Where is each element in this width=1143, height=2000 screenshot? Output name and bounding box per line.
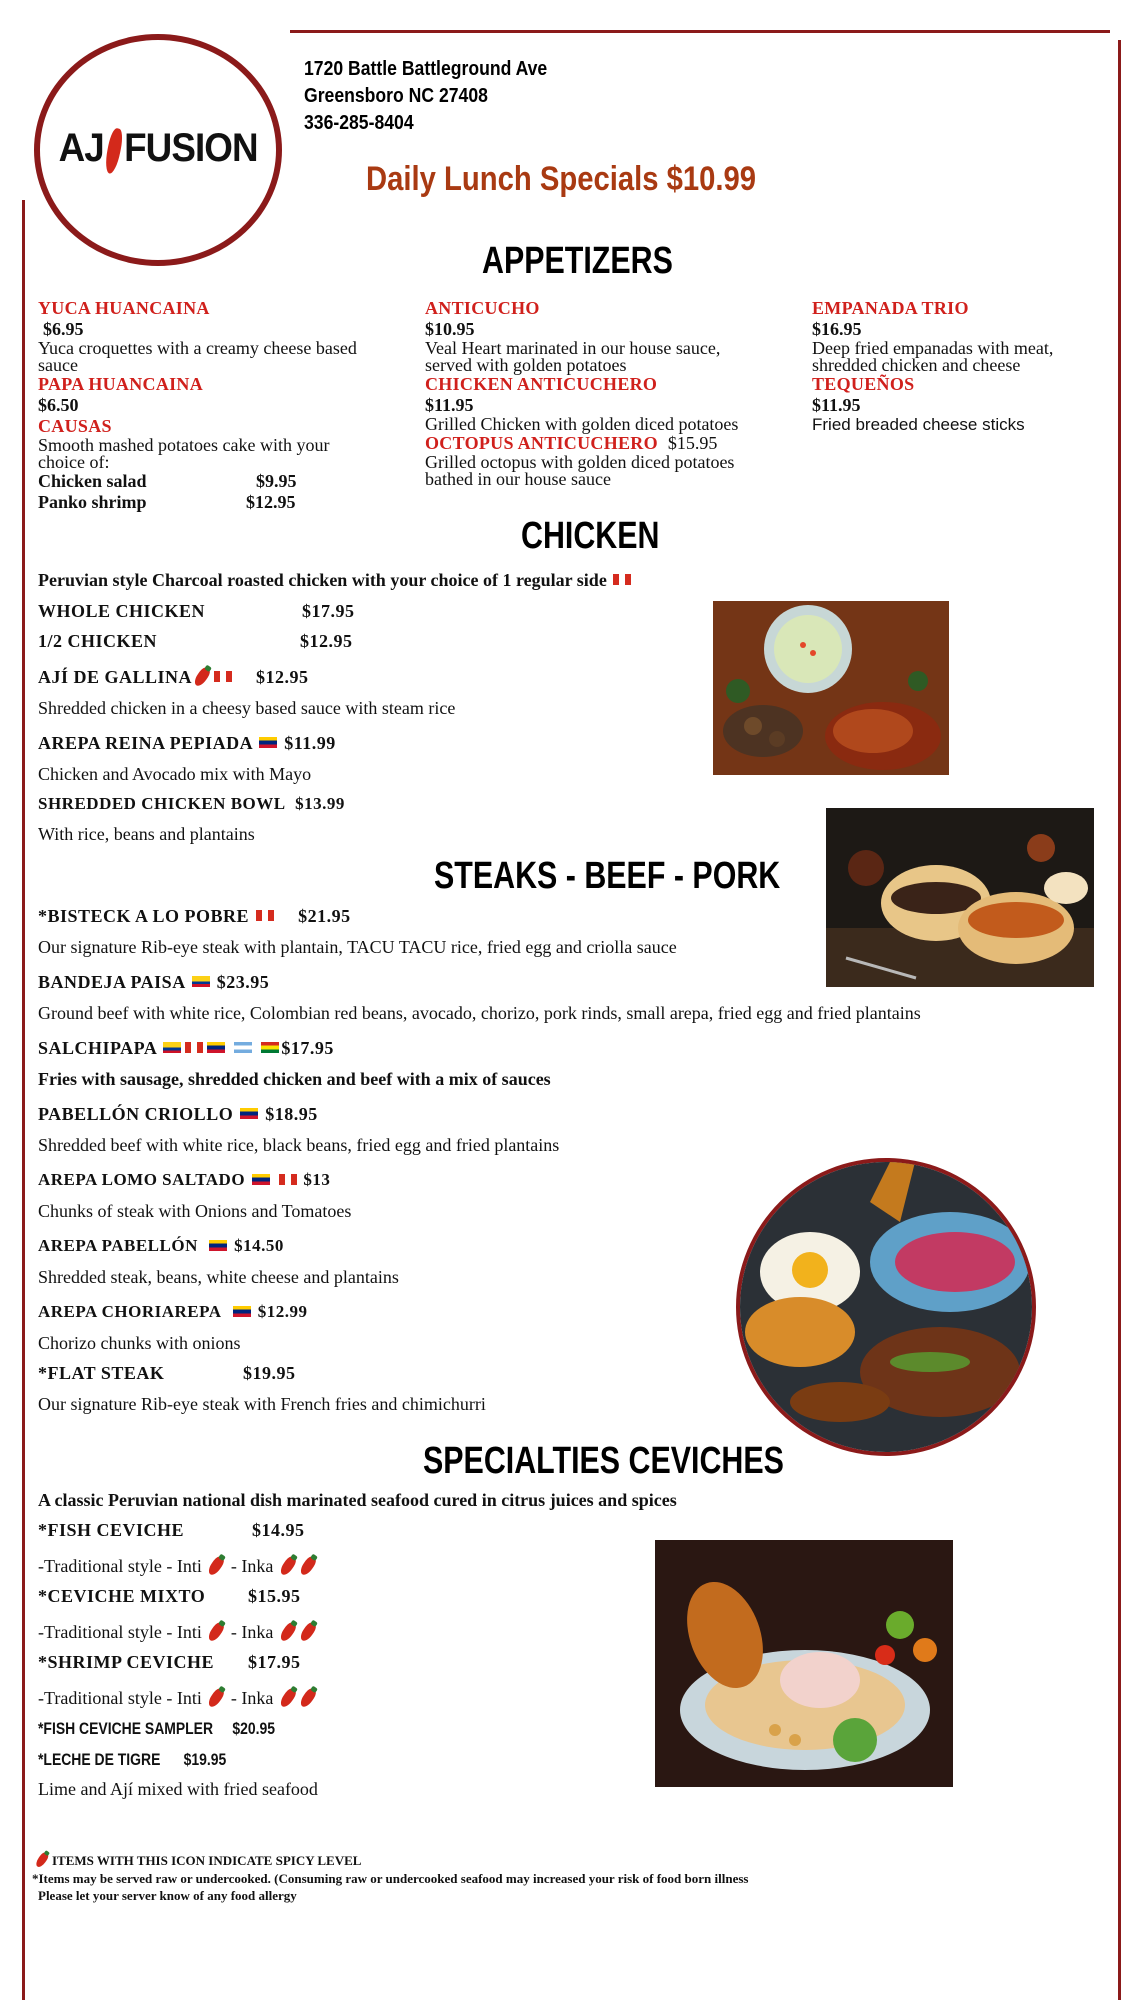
item-price: $21.95 (298, 906, 351, 926)
item-price: $23.95 (216, 972, 270, 992)
chili-pepper-icon (34, 1851, 50, 1869)
steak-platter-photo (736, 1158, 1036, 1456)
peru-flag-icon (185, 1042, 203, 1053)
menu-item-shrimp-ceviche (38, 1652, 301, 1673)
item-name: BANDEJA PAISA (38, 972, 185, 992)
item-name: ANTICUCHO (425, 298, 540, 318)
style-label: -Traditional style - Inti (38, 1556, 202, 1576)
option-price: $9.95 (256, 471, 297, 491)
item-name: WHOLE CHICKEN (38, 601, 206, 621)
chili-pepper-icon (298, 1621, 318, 1643)
peru-flag-icon (214, 671, 232, 682)
item-description: Shredded steak, beans, white cheese and plantains (38, 1267, 399, 1287)
item-description: Fries with sausage, shredded chicken and beef with a mix of sauces (38, 1069, 551, 1089)
item-name: SHREDDED CHICKEN BOWL (38, 794, 286, 813)
chili-pepper-icon (206, 1555, 226, 1577)
spicy-legend (32, 1852, 361, 1872)
chili-pepper-icon (192, 666, 212, 688)
ceviches-heading: SPECIALTIES CEVICHES (423, 1440, 784, 1482)
option-price: $12.95 (246, 492, 296, 512)
logo-pepper-icon (103, 127, 124, 175)
menu-item-aji-de-gallina (38, 667, 309, 689)
item-name: TEQUEÑOS (812, 374, 915, 394)
item-name: CHICKEN ANTICUCHERO (425, 374, 658, 394)
item-price: $15.95 (667, 433, 718, 453)
venezuela-flag-icon (252, 1174, 270, 1185)
item-name: PABELLÓN CRIOLLO (38, 1104, 234, 1124)
item-name: *BISTECK A LO POBRE (38, 906, 250, 926)
frame-right-border (1118, 40, 1121, 2000)
item-description: Chicken and Avocado mix with Mayo (38, 764, 312, 784)
menu-item-arepa-pabellon (38, 1236, 284, 1256)
chicken-intro (38, 570, 633, 591)
ceviche-photo (655, 1540, 953, 1787)
peru-flag-icon (279, 1174, 297, 1185)
menu-item-shredded-chicken-bowl (38, 794, 345, 814)
item-name: *FISH CEVICHE (38, 1520, 185, 1540)
item-price: $13 (303, 1170, 331, 1189)
chili-pepper-icon (206, 1621, 226, 1643)
restaurant-logo (34, 34, 282, 266)
menu-item-whole-chicken (38, 601, 355, 622)
phone-number: 336-285-8404 (304, 112, 414, 134)
lunch-special-banner: Daily Lunch Specials $10.99 (366, 160, 757, 198)
venezuela-flag-icon (207, 1042, 225, 1053)
item-description: Our signature Rib-eye steak with plantain, TACU TACU rice, fried egg and criolla sauce (38, 937, 677, 957)
chili-pepper-icon (278, 1687, 298, 1709)
item-name: YUCA HUANCAINA (38, 298, 210, 318)
menu-item-fish-ceviche (38, 1520, 305, 1541)
item-description: Ground beef with white rice, Colombian red beans, avocado, chorizo, pork rinds, small arepa, fried egg and fried plantains (38, 1003, 921, 1023)
item-description: With rice, beans and plantains (38, 824, 255, 844)
frame-top-border (290, 30, 1110, 33)
appetizers-column-2 (425, 298, 765, 488)
address-line-2: Greensboro NC 27408 (304, 85, 488, 107)
style-label: -Traditional style - Inti (38, 1688, 202, 1708)
option-name: Chicken salad (38, 471, 147, 491)
colombia-flag-icon (192, 976, 210, 987)
item-description: Yuca croquettes with a creamy cheese based sauce (38, 338, 357, 375)
item-price: $12.99 (257, 1302, 308, 1321)
spice-level-row (38, 1556, 318, 1578)
appetizers-heading: APPETIZERS (482, 240, 673, 282)
item-description: Our signature Rib-eye steak with French fries and chimichurri (38, 1394, 486, 1414)
item-name: *SHRIMP CEVICHE (38, 1652, 215, 1672)
venezuela-flag-icon (209, 1240, 227, 1251)
colombia-flag-icon (163, 1042, 181, 1053)
item-description: Chunks of steak with Onions and Tomatoes (38, 1201, 352, 1221)
item-name: AREPA REINA PEPIADA (38, 733, 253, 753)
item-description: Fried breaded cheese sticks (812, 415, 1025, 434)
item-price: $15.95 (248, 1586, 301, 1606)
venezuela-flag-icon (233, 1306, 251, 1317)
menu-item-half-chicken (38, 631, 353, 652)
steaks-heading: STEAKS - BEEF - PORK (434, 855, 781, 897)
item-description: Deep fried empanadas with meat, shredded chicken and cheese (812, 338, 1054, 375)
bolivia-flag-icon (261, 1042, 279, 1053)
menu-item-fish-ceviche-sampler: *FISH CEVICHE SAMPLER $20.95 (38, 1719, 276, 1738)
chili-pepper-icon (278, 1555, 298, 1577)
spice-level-row (38, 1688, 318, 1710)
address-line-1: 1720 Battle Battleground Ave (304, 58, 548, 80)
item-price: $13.99 (295, 794, 345, 813)
style-label: - Inka (230, 1556, 274, 1576)
item-name: 1/2 CHICKEN (38, 631, 158, 651)
venezuela-flag-icon (259, 737, 277, 748)
item-name: AREPA PABELLÓN (38, 1236, 198, 1255)
item-price: $6.50 (38, 395, 79, 415)
menu-item-flat-steak (38, 1363, 296, 1384)
menu-item-arepa-lomo-saltado (38, 1170, 330, 1190)
item-price: $10.95 (425, 319, 475, 339)
chicken-dish-photo (713, 601, 949, 775)
ceviches-intro: A classic Peruvian national dish marinated seafood cured in citrus juices and spices (38, 1490, 677, 1510)
item-name: AREPA CHORIAREPA (38, 1302, 222, 1321)
venezuela-flag-icon (240, 1108, 258, 1119)
style-label: -Traditional style - Inti (38, 1622, 202, 1642)
item-name: *CEVICHE MIXTO (38, 1586, 206, 1606)
item-price: $6.95 (43, 319, 84, 339)
option-name: Panko shrimp (38, 492, 147, 512)
item-price: $17.95 (281, 1038, 334, 1058)
allergy-note: Please let your server know of any food allergy (38, 1888, 297, 1903)
item-price: $19.95 (243, 1363, 296, 1383)
item-price: $11.95 (425, 395, 474, 415)
item-price: $11.95 (812, 395, 861, 415)
item-description: Grilled octopus with golden diced potatoes bathed in our house sauce (425, 452, 735, 489)
raw-food-warning: *Items may be served raw or undercooked. (Consuming raw or undercooked seafood may increased your risk of food born illness (32, 1871, 749, 1886)
item-description: Smooth mashed potatoes cake with your choice of: (38, 435, 330, 472)
item-description: Shredded beef with white rice, black beans, fried egg and fried plantains (38, 1135, 560, 1155)
peru-flag-icon (613, 574, 631, 585)
item-price: $14.95 (252, 1520, 305, 1540)
item-description: Grilled Chicken with golden diced potatoes (425, 414, 739, 434)
item-name: CAUSAS (38, 416, 112, 436)
peru-flag-icon (256, 910, 274, 921)
item-name: SALCHIPAPA (38, 1038, 157, 1058)
item-name: EMPANADA TRIO (812, 298, 969, 318)
spice-level-row (38, 1622, 318, 1644)
item-price: $12.95 (256, 667, 309, 687)
item-name: PAPA HUANCAINA (38, 374, 204, 394)
menu-item-bisteck (38, 906, 351, 927)
menu-item-arepa-reina-pepiada (38, 733, 336, 754)
option-row (38, 471, 373, 492)
item-description: Shredded chicken in a cheesy based sauce with steam rice (38, 698, 456, 718)
menu-item-salchipapa (38, 1038, 334, 1059)
chicken-intro-text: Peruvian style Charcoal roasted chicken with your choice of 1 regular side (38, 570, 607, 590)
logo-text-right: FUSION (123, 126, 258, 171)
chili-pepper-icon (298, 1687, 318, 1709)
item-name: OCTOPUS ANTICUCHERO (425, 433, 658, 453)
item-name: AJÍ DE GALLINA (38, 667, 193, 687)
item-price: $11.99 (284, 733, 336, 753)
item-description: Veal Heart marinated in our house sauce, served with golden potatoes (425, 338, 721, 375)
item-price: $17.95 (248, 1652, 301, 1672)
item-row (425, 433, 765, 454)
logo-text (59, 126, 258, 173)
option-row (38, 492, 373, 513)
argentina-flag-icon (234, 1042, 252, 1053)
item-price: $12.95 (300, 631, 353, 651)
item-price: $14.50 (234, 1236, 284, 1255)
chili-pepper-icon (206, 1687, 226, 1709)
item-description: Lime and Ají mixed with fried seafood (38, 1779, 318, 1799)
chili-pepper-icon (278, 1621, 298, 1643)
chili-pepper-icon (298, 1555, 318, 1577)
item-price: $18.95 (265, 1104, 318, 1124)
frame-left-border (22, 200, 25, 2000)
item-name: *FLAT STEAK (38, 1363, 165, 1383)
style-label: - Inka (230, 1688, 274, 1708)
item-price: $17.95 (302, 601, 355, 621)
appetizers-column-1 (38, 298, 373, 513)
arepas-photo (826, 808, 1094, 987)
appetizers-column-3 (812, 298, 1112, 433)
style-label: - Inka (230, 1622, 274, 1642)
menu-item-pabellon-criollo (38, 1104, 318, 1125)
item-description: Chorizo chunks with onions (38, 1333, 241, 1353)
menu-item-leche-de-tigre: *LECHE DE TIGRE $19.95 (38, 1750, 227, 1769)
menu-item-arepa-choriarepa (38, 1302, 308, 1322)
item-price: $16.95 (812, 319, 862, 339)
logo-text-left: AJ (58, 126, 104, 171)
menu-item-bandeja-paisa (38, 972, 269, 993)
spicy-note-text: ITEMS WITH THIS ICON INDICATE SPICY LEVEL (52, 1852, 362, 1868)
chicken-heading: CHICKEN (521, 515, 660, 557)
menu-item-ceviche-mixto (38, 1586, 301, 1607)
item-name: AREPA LOMO SALTADO (38, 1170, 246, 1189)
